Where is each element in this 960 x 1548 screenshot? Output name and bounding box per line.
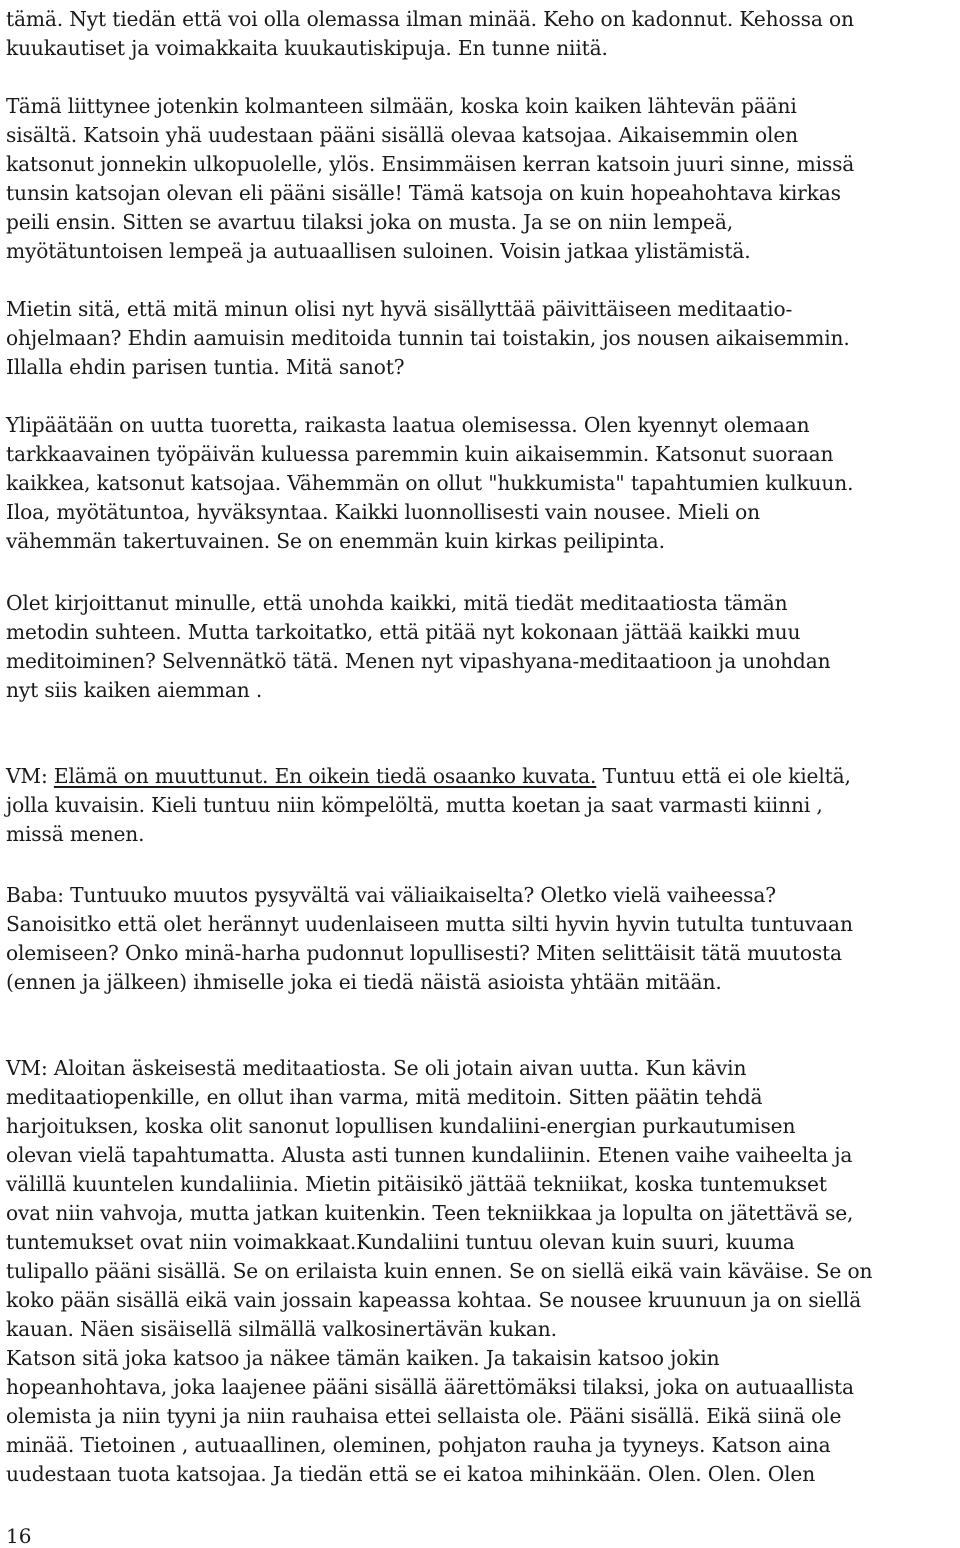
document-page (6, 0, 956, 1548)
paragraph-5: Olet kirjoittanut minulle, että unohda kaikki, mitä tiedät meditaatiosta tämän metodin suhteen. Mutta tarkoitatko, että pitää nyt kokonaan jättää kaikki muu meditoiminen? Selvennätkö tätä. Menen nyt vipashyana-meditaatioon ja unohdan nyt siis kaiken aiemman . (6, 591, 831, 702)
vm-reply-1-rest: Tuntuu että ei ole kieltä, jolla kuvaisin. Kieli tuntuu niin kömpelöltä, mutta koetan ja saat varmasti kiinni , missä menen. (6, 764, 851, 846)
paragraph-4: Ylipäätään on uutta tuoretta, raikasta laatua olemisessa. Olen kyennyt olemaan tarkkaavainen työpäivän kuluessa paremmin kuin aikaisemmin. Katsonut suoraan kaikkea, katsonut katsojaa. Vähemmän on ollut "hukkumista" tapahtumien kulkuun. Iloa, myötätuntoa, hyväksyntaa. Kaikki luonnollisesti vain nousee. Mieli on vähemmän takertuvainen. Se on enemmän kuin kirkas peilipinta. (6, 413, 854, 553)
paragraph-2: Tämä liittynee jotenkin kolmanteen silmään, koska koin kaiken lähtevän pääni sisältä. Katsoin yhä uudestaan pääni sisällä olevaa katsojaa. Aikaisemmin olen katsonut jonnekin ulkopuolelle, ylös. Ensimmäisen kerran katsoin juuri sinne, missä tunsin katsojan olevan eli pääni sisälle! Tämä katsoja on kuin hopeahohtava kirkas peili ensin. Sitten se avartuu tilaksi joka on musta. Ja se on niin lempeä, myötätuntoisen lempeä ja autuaallisen suloinen. Voisin jatkaa ylistämistä. (6, 94, 855, 263)
paragraph-1: tämä. Nyt tiedän että voi olla olemassa ilman minää. Keho on kadonnut. Kehossa on kuukautiset ja voimakkaita kuukautiskipuja. En tunne niitä. (6, 7, 854, 60)
paragraph-3: Mietin sitä, että mitä minun olisi nyt hyvä sisällyttää päivittäiseen meditaatio- ohjelmaan? Ehdin aamuisin meditoida tunnin tai toistakin, jos nousen aikaisemmin. Illalla ehdin parisen tuntia. Mitä sanot? (6, 297, 850, 379)
underlined-sentence: Elämä on muuttunut. En oikein tiedä osaanko kuvata. (53, 764, 597, 788)
page-number: 16 (6, 1524, 32, 1548)
vm-reply-1 (6, 762, 851, 849)
baba-question: Baba: Tuntuuko muutos pysyvältä vai väliaikaiselta? Oletko vielä vaiheessa? Sanoisitko että olet herännyt uudenlaiseen mutta silti hyvin hyvin tutulta tuntuvaan olemiseen? Onko minä-harha pudonnut lopullisesti? Miten selittäisit tätä muutosta (ennen ja jälkeen) ihmiselle joka ei tiedä näistä asioista yhtään mitään. (6, 883, 853, 994)
vm-speaker-label: VM: (6, 764, 54, 788)
vm-reply-2: VM: Aloitan äskeisestä meditaatiosta. Se oli jotain aivan uutta. Kun kävin meditaatiopenkille, en ollut ihan varma, mitä meditoin. Sitten päätin tehdä harjoituksen, koska olit sanonut lopullisen kundaliini-energian purkautumisen olevan vielä tapahtumatta. Alusta asti tunnen kundaliinin. Etenen vaihe vaiheelta ja välillä kuuntelen kundaliinia. Mietin pitäisikö jättää tekniikat, koska tuntemukset ovat niin vahvoja, mutta jatkan kuitenkin. Teen tekniikkaa ja lopulta on jätettävä se, tuntemukset ovat niin voimakkaat.Kundaliini tuntuu olevan kuin suuri, kuuma tulipallo pääni sisällä. Se on erilaista kuin ennen. Se on siellä eikä vain käväise. Se on koko pään sisällä eikä vain jossain kapeassa kohtaa. Se nousee kruunuun ja on siellä kauan. Näen sisäisellä silmällä valkosinertävän kukan. Katson sitä joka katsoo ja näkee tämän kaiken. Ja takaisin katsoo jokin hopeanhohtava, joka laajenee pääni sisällä äärettömäksi tilaksi, joka on autuaallista olemista ja niin tyyni ja niin rauhaisa ettei sellaista ole. Pääni sisällä. Eikä siinä ole minää. Tietoinen , autuaallinen, oleminen, pohjaton rauha ja tyyneys. Katson aina uudestaan tuota katsojaa. Ja tiedän että se ei katoa mihinkään. Olen. Olen. Olen (6, 1056, 873, 1486)
